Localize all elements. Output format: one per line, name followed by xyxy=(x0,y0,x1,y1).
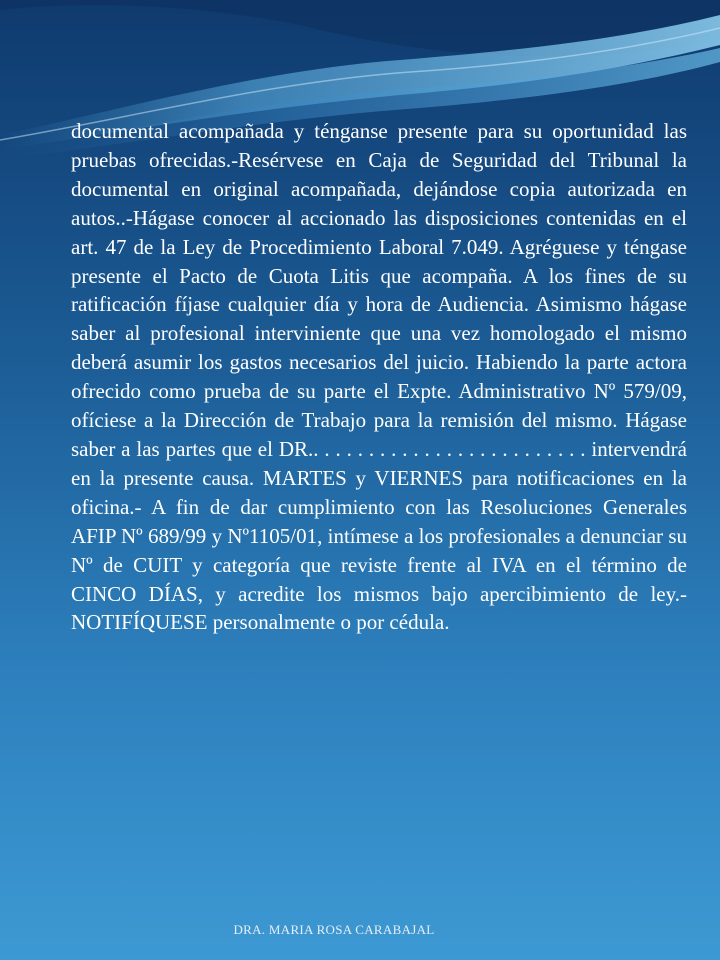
document-body-text: documental acompañada y ténganse presente para su oportunidad las pruebas ofrecidas.-Resérvese en Caja de Seguridad del Tribunal la documental en original acompañada, dejándose copia autorizada en autos..-Hágase conocer al accionado las disposiciones contenidas en el art. 47 de la Ley de Procedimiento Laboral 7.049. Agréguese y téngase presente el Pacto de Cuota Litis que acompaña. A los fines de su ratificación fíjase cualquier día y hora de Audiencia. Asimismo hágase saber al profesional interviniente que una vez homologado el mismo deberá asumir los gastos necesarios del juicio. Habiendo la parte actora ofrecido como prueba de su parte el Expte. Administrativo Nº 579/09, ofíciese a la Dirección de Trabajo para la remisión del mismo. Hágase saber a las partes que el DR.. . . . . . . . . . . . . . . . . . . . . . . . . intervendrá en la presente causa. MARTES y VIERNES para notificaciones en la oficina.- A fin de dar cumplimiento con las Resoluciones Generales AFIP Nº 689/99 y Nº1105/01, intímese a los profesionales a denunciar su Nº de CUIT y categoría que reviste frente al IVA en el término de CINCO DÍAS, y acredite los mismos bajo apercibimiento de ley.-NOTIFÍQUESE personalmente o por cédula. xyxy=(71,119,687,635)
footer-author-name: DRA. MARIA ROSA CARABAJAL xyxy=(233,922,435,937)
footer-author xyxy=(0,922,720,938)
